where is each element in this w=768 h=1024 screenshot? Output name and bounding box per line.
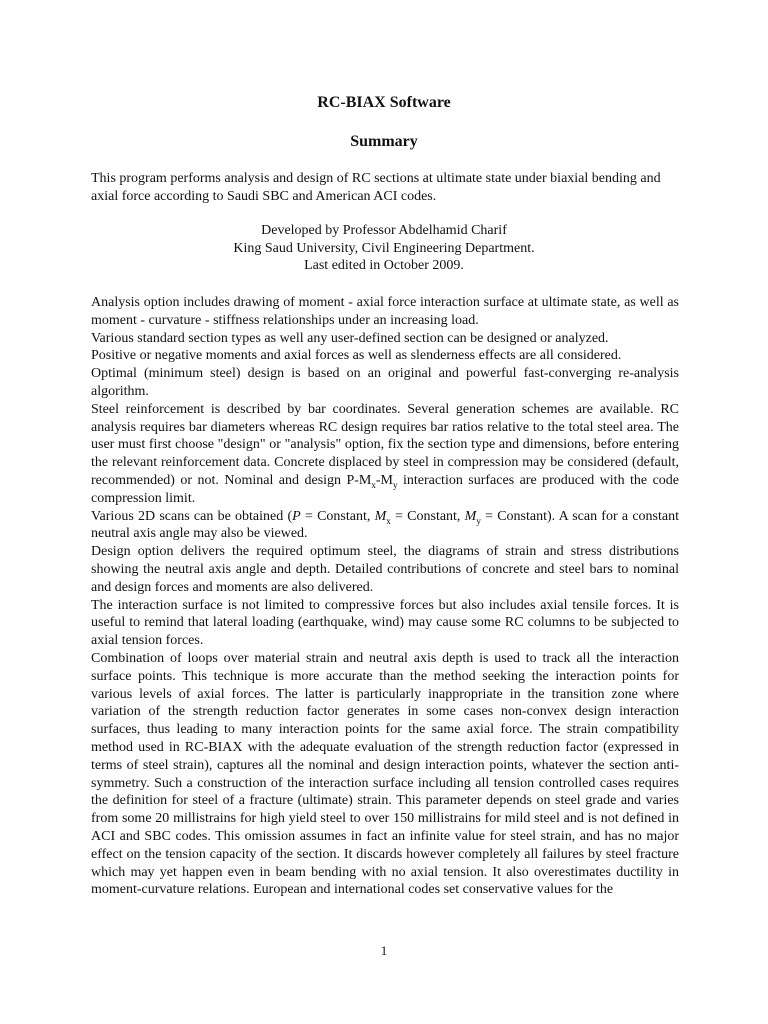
page-number: 1 <box>380 943 388 958</box>
paragraph-loops-combination: Combination of loops over material strain and neutral axis depth is used to track all the interaction surface points. This technique is more accurate than the method seeking the interaction points for various levels of axial forces. The latter is particularly inappropriate in the transition zone where variation of the strength reduction factor generates in some cases non-convex design interaction surfaces, thus leading to many interaction points for the same axial force. The strain compatibility method used in RC-BIAX with the adequate evaluation of the strength reduction factor (expressed in terms of steel strain), captures all the nominal and design interaction points, whatever the section anti-symmetry. Such a construction of the interaction surface including all tension controlled cases requires the definition for steel of a fracture (ultimate) strain. This parameter depends on steel grade and varies from some 20 millistrains for high yield steel to over 150 millistrains for mild steel and is not defined in ACI and SBC codes. This omission assumes in fact an infinite value for steel strain, and has no major effect on the tension capacity of the section. It discards however completely all failures by steel fracture which may yet happen even in beam bending with no axial tension. It also overestimates ductility in moment-curvature relations. European and international codes set conservative values for the <box>91 650 679 898</box>
credits-author: Developed by Professor Abdelhamid Charif <box>261 223 507 238</box>
credits-date: Last edited in October 2009. <box>304 258 464 273</box>
paragraph-optimal-design: Optimal (minimum steel) design is based on an original and powerful fast-converging re-analysis algorithm. <box>91 366 679 399</box>
paragraph-moments-forces: Positive or negative moments and axial forces as well as slenderness effects are all considered. <box>91 348 622 364</box>
paragraph-interaction-surface: The interaction surface is not limited to compressive forces but also includes axial tensile forces. It is useful to remind that lateral loading (earthquake, wind) may cause some RC columns to be subjected to axial tension forces. <box>91 597 679 649</box>
summary-body <box>91 294 679 899</box>
paragraph-section-types: Various standard section types as well any user-defined section can be designed or analyzed. <box>91 330 609 346</box>
paragraph-2d-scans: Various 2D scans can be obtained (P = Constant, $M_x$ = Constant, $M_y$ = Constant). A scan for a constant neutral axis angle may also be viewed. <box>91 508 679 542</box>
paragraph-steel-reinforcement: Steel reinforcement is described by bar coordinates. Several generation schemes are available. RC analysis requires bar diameters whereas RC design requires bar ratios relative to the total steel area. The user must first choose "design" or "analysis" option, fix the section type and dimensions, before entering the relevant reinforcement data. Concrete displaced by steel in compression may be considered (default, recommended) or not. Nominal and design $P-M_x-M_y$ interaction surfaces are produced with the code compression limit. <box>91 401 680 506</box>
credits-block <box>0 222 768 275</box>
paragraph-analysis-option: Analysis option includes drawing of moment - axial force interaction surface at ultimate state, as well as moment - curvature - stiffness relationships under an increasing load. <box>91 295 679 328</box>
credits-institution: King Saud University, Civil Engineering Department. <box>233 240 535 256</box>
paragraph-design-option: Design option delivers the required optimum steel, the diagrams of strain and stress distributions showing the neutral axis angle and depth. Detailed contributions of concrete and steel bars to nominal and design forces and moments are also delivered. <box>91 544 679 595</box>
document-title: RC-BIAX Software <box>317 94 451 111</box>
document-subtitle: Summary <box>350 133 418 150</box>
intro-paragraph: This program performs analysis and design of RC sections at ultimate state under biaxial bending and axial force according to Saudi SBC and American ACI codes. <box>91 171 661 204</box>
